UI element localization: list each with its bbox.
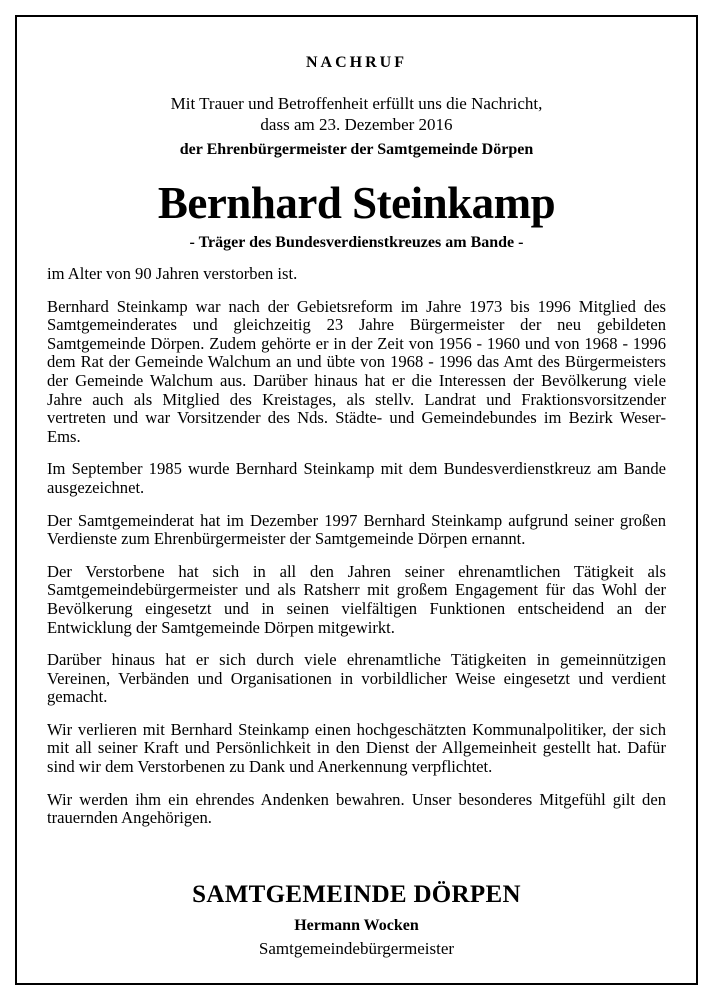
body-paragraph: Der Verstorbene hat sich in all den Jahren seiner ehrenamtlichen Tätigkeit als Samtgemeindebürgermeister und als Ratsherr mit großem Engagement für das Wohl der Bevölkerung eingesetzt und in seinen vielfältigen Funktionen entscheidend an der Entwicklung der Samtgemeinde Dörpen mitgewirkt. xyxy=(47,561,666,637)
intro-line: Mit Trauer und Betroffenheit erfüllt uns die Nachricht, xyxy=(170,94,543,113)
obituary-frame xyxy=(15,15,698,985)
body-paragraph: Darüber hinaus hat er sich durch viele ehrenamtliche Tätigkeiten in gemeinnützigen Vereinen, Verbänden und Organisationen in vorbildlicher Weise eingesetzt und verdient gemacht. xyxy=(47,650,666,707)
notice-heading: NACHRUF xyxy=(306,54,407,71)
body-paragraph: Bernhard Steinkamp war nach der Gebietsreform im Jahre 1973 bis 1996 Mitglied des Samtgemeinderates und gleichzeitig 23 Jahre Bürgermeister der neu gebildeten Samtgemeinde Dörpen. Zudem gehörte er in der Zeit von 1956 - 1960 und von 1968 - 1996 dem Rat der Gemeinde Walchum an und übte von 1968 - 1996 das Amt des Bürgermeisters der Gemeinde Walchum aus. Darüber hinaus hat er die Interessen der Bevölkerung viele Jahre auch als Mitglied des Kreistages, als stellv. Landrat und Fraktionsvorsitzender vertreten und war Vorsitzender des Nds. Städte- und Gemeindebundes im Bezirk Weser-Ems. xyxy=(47,296,666,446)
obituary-content xyxy=(47,17,666,983)
body-paragraph: Der Samtgemeinderat hat im Dezember 1997 Bernhard Steinkamp aufgrund seiner großen Verdienste zum Ehrenbürgermeister der Samtgemeinde Dörpen ernannt. xyxy=(47,510,666,549)
intro-line: dass am 23. Dezember 2016 xyxy=(260,115,453,134)
body-paragraph: Im September 1985 wurde Bernhard Steinkamp mit dem Bundesverdienstkreuz am Bande ausgezeichnet. xyxy=(47,459,666,497)
deceased-name: Bernhard Steinkamp xyxy=(157,178,556,228)
organization-name: SAMTGEMEINDE DÖRPEN xyxy=(192,881,521,908)
obituary-body xyxy=(47,265,666,842)
age-line: im Alter von 90 Jahren verstorben ist. xyxy=(47,264,298,283)
award-line: - Träger des Bundesverdienstkreuzes am Bande - xyxy=(189,234,524,251)
intro-text xyxy=(47,93,666,135)
honorary-title: der Ehrenbürgermeister der Samtgemeinde Dörpen xyxy=(179,141,534,158)
signer-title: Samtgemeindebürgermeister xyxy=(258,939,455,958)
body-paragraph: Wir werden ihm ein ehrendes Andenken bewahren. Unser besonderes Mitgefühl gilt den trauernden Angehörigen. xyxy=(47,789,666,828)
signer-name: Hermann Wocken xyxy=(294,917,419,934)
body-paragraph: Wir verlieren mit Bernhard Steinkamp einen hochgeschätzten Kommunalpolitiker, der sich mit all seiner Kraft und Persönlichkeit in den Dienst der Allgemeinheit gestellt hat. Dafür sind wir dem Verstorbenen zu Dank und Anerkennung verpflichtet. xyxy=(47,719,666,777)
